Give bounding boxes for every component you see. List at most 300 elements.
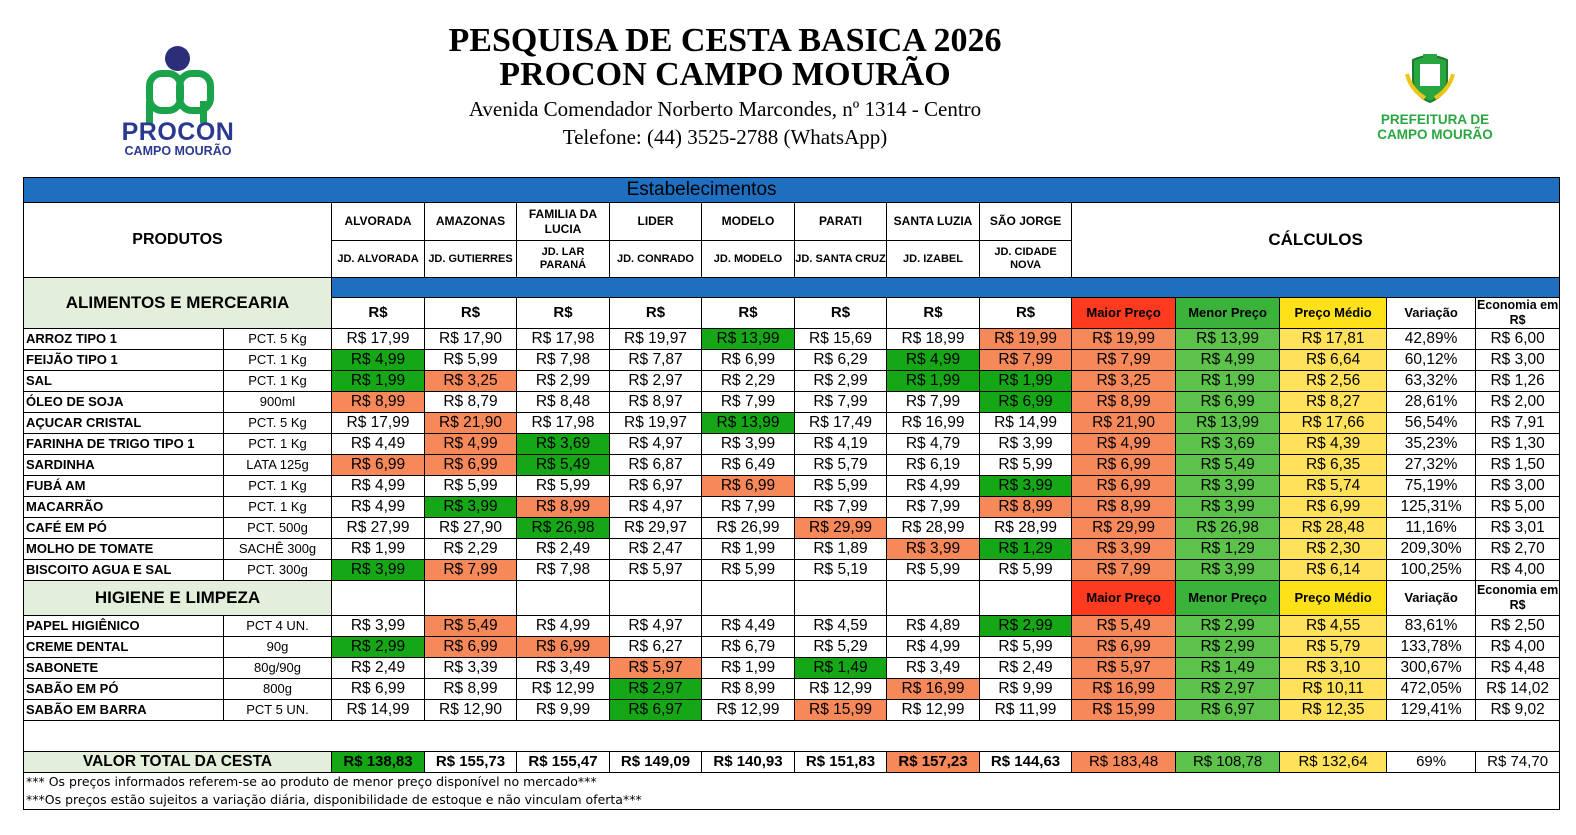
price-cell: R$ 17,98 xyxy=(517,329,610,350)
price-cell: R$ 2,47 xyxy=(610,539,702,560)
lowest-price-cell: R$ 6,99 xyxy=(980,392,1072,413)
max-price-cell: R$ 7,99 xyxy=(1072,560,1176,581)
product-unit: PCT 4 UN. xyxy=(224,616,332,637)
avg-price-cell: R$ 6,35 xyxy=(1280,455,1387,476)
avg-price-cell: R$ 5,79 xyxy=(1280,637,1387,658)
variation-cell: 75,19% xyxy=(1387,476,1476,497)
total-value: R$ 155,47 xyxy=(517,752,610,773)
note-row xyxy=(24,773,1560,792)
variation-cell: 27,32% xyxy=(1387,455,1476,476)
max-price-cell: R$ 4,99 xyxy=(1072,434,1176,455)
price-cell: R$ 8,48 xyxy=(517,392,610,413)
avg-price-header: Preço Médio xyxy=(1280,581,1387,616)
store-location: JD. IZABEL xyxy=(887,241,980,278)
product-unit: PCT. 1 Kg xyxy=(224,434,332,455)
product-name: FARINHA DE TRIGO TIPO 1 xyxy=(24,434,224,455)
empty-cell xyxy=(702,581,795,616)
product-unit: PCT. 300g xyxy=(224,560,332,581)
price-cell: R$ 17,99 xyxy=(332,413,425,434)
product-row xyxy=(24,350,1560,371)
min-price-cell: R$ 5,49 xyxy=(1176,455,1280,476)
prefeitura-logo xyxy=(1365,50,1505,145)
savings-cell: R$ 4,48 xyxy=(1476,658,1560,679)
price-cell: R$ 7,99 xyxy=(887,497,980,518)
price-cell: R$ 4,49 xyxy=(332,434,425,455)
lowest-price-cell: R$ 2,97 xyxy=(610,679,702,700)
price-cell: R$ 7,98 xyxy=(517,350,610,371)
price-cell: R$ 4,97 xyxy=(610,497,702,518)
empty-cell xyxy=(795,581,887,616)
price-cell: R$ 5,99 xyxy=(980,560,1072,581)
product-row xyxy=(24,679,1560,700)
variation-cell: 60,12% xyxy=(1387,350,1476,371)
variation-header: Variação xyxy=(1387,298,1476,329)
lowest-price-cell: R$ 1,99 xyxy=(887,371,980,392)
price-cell: R$ 3,99 xyxy=(702,434,795,455)
total-value: R$ 140,93 xyxy=(702,752,795,773)
savings-cell: R$ 1,30 xyxy=(1476,434,1560,455)
price-cell: R$ 14,99 xyxy=(332,700,425,721)
lowest-price-cell: R$ 26,98 xyxy=(517,518,610,539)
store-location: JD. CIDADE NOVA xyxy=(980,241,1072,278)
price-cell: R$ 19,97 xyxy=(610,329,702,350)
city-crest-icon xyxy=(1405,50,1455,105)
store-location: JD. GUTIERRES xyxy=(425,241,517,278)
price-cell: R$ 15,69 xyxy=(795,329,887,350)
product-row xyxy=(24,497,1560,518)
variation-header: Variação xyxy=(1387,581,1476,616)
price-cell: R$ 12,99 xyxy=(795,679,887,700)
price-cell: R$ 4,99 xyxy=(332,476,425,497)
price-cell: R$ 6,97 xyxy=(610,476,702,497)
highest-price-cell: R$ 6,99 xyxy=(332,455,425,476)
highest-price-cell: R$ 21,90 xyxy=(425,413,517,434)
product-row xyxy=(24,476,1560,497)
banner-row xyxy=(24,178,1560,203)
lowest-price-cell: R$ 3,69 xyxy=(517,434,610,455)
price-cell: R$ 6,49 xyxy=(702,455,795,476)
product-name: CAFÉ EM PÓ xyxy=(24,518,224,539)
variation-cell: 100,25% xyxy=(1387,560,1476,581)
variation-cell: 11,16% xyxy=(1387,518,1476,539)
avg-price-cell: R$ 5,74 xyxy=(1280,476,1387,497)
savings-cell: R$ 2,70 xyxy=(1476,539,1560,560)
price-cell: R$ 2,49 xyxy=(517,539,610,560)
price-cell: R$ 2,29 xyxy=(702,371,795,392)
savings-cell: R$ 3,01 xyxy=(1476,518,1560,539)
price-cell: R$ 1,99 xyxy=(332,539,425,560)
max-price-cell: R$ 6,99 xyxy=(1072,637,1176,658)
product-name: MACARRÃO xyxy=(24,497,224,518)
product-unit: PCT. 5 Kg xyxy=(224,329,332,350)
store-name: PARATI xyxy=(795,203,887,241)
total-value: R$ 157,23 xyxy=(887,752,980,773)
currency-label: R$ xyxy=(425,298,517,329)
max-price-cell: R$ 6,99 xyxy=(1072,455,1176,476)
price-cell: R$ 2,97 xyxy=(610,371,702,392)
price-cell: R$ 9,99 xyxy=(980,679,1072,700)
product-name: PAPEL HIGIÊNICO xyxy=(24,616,224,637)
section-header-row xyxy=(24,278,1560,298)
savings-header: Economia em R$ xyxy=(1476,298,1559,327)
max-price-cell: R$ 8,99 xyxy=(1072,392,1176,413)
lowest-price-cell: R$ 3,99 xyxy=(425,497,517,518)
variation-cell: 133,78% xyxy=(1387,637,1476,658)
total-savings: R$ 74,70 xyxy=(1476,752,1560,773)
max-price-cell: R$ 7,99 xyxy=(1072,350,1176,371)
price-cell: R$ 7,98 xyxy=(517,560,610,581)
price-cell: R$ 5,99 xyxy=(795,476,887,497)
avg-price-cell: R$ 2,56 xyxy=(1280,371,1387,392)
avg-price-cell: R$ 6,99 xyxy=(1280,497,1387,518)
price-cell: R$ 3,49 xyxy=(517,658,610,679)
avg-price-cell: R$ 6,64 xyxy=(1280,350,1387,371)
price-cell: R$ 7,99 xyxy=(795,497,887,518)
product-name: BISCOITO AGUA E SAL xyxy=(24,560,224,581)
product-row xyxy=(24,658,1560,679)
price-cell: R$ 17,98 xyxy=(517,413,610,434)
address: Avenida Comendador Norberto Marcondes, nº 1314 - Centro xyxy=(468,97,982,121)
price-cell: R$ 1,99 xyxy=(702,658,795,679)
page-subtitle: PROCON CAMPO MOURÃO xyxy=(499,56,951,93)
product-unit: SACHÊ 300g xyxy=(224,539,332,560)
total-value: R$ 144,63 xyxy=(980,752,1072,773)
store-name: MODELO xyxy=(702,203,795,241)
price-cell: R$ 19,97 xyxy=(610,413,702,434)
procon-logo-sub: CAMPO MOURÃO xyxy=(124,144,232,158)
product-unit: PCT. 1 Kg xyxy=(224,350,332,371)
min-price-cell: R$ 2,97 xyxy=(1176,679,1280,700)
store-name: LIDER xyxy=(610,203,702,241)
savings-cell: R$ 5,00 xyxy=(1476,497,1560,518)
total-label: VALOR TOTAL DA CESTA xyxy=(24,752,332,773)
min-price-cell: R$ 2,99 xyxy=(1176,637,1280,658)
price-cell: R$ 4,99 xyxy=(887,476,980,497)
savings-header: Economia em R$ xyxy=(1476,581,1560,616)
product-unit: 80g/90g xyxy=(224,658,332,679)
variation-cell: 125,31% xyxy=(1387,497,1476,518)
product-name: MOLHO DE TOMATE xyxy=(24,539,224,560)
price-cell: R$ 5,19 xyxy=(795,560,887,581)
min-price-cell: R$ 13,99 xyxy=(1176,413,1280,434)
prefeitura-line1: PREFEITURA DE xyxy=(1380,112,1490,127)
lowest-price-cell: R$ 13,99 xyxy=(702,413,795,434)
price-cell: R$ 7,99 xyxy=(887,392,980,413)
lowest-price-cell: R$ 2,99 xyxy=(332,637,425,658)
min-price-cell: R$ 1,99 xyxy=(1176,371,1280,392)
price-cell: R$ 5,99 xyxy=(980,637,1072,658)
min-price-cell: R$ 2,99 xyxy=(1176,616,1280,637)
products-header: PRODUTOS xyxy=(24,203,332,278)
empty-cell xyxy=(332,581,425,616)
avg-price-cell: R$ 3,10 xyxy=(1280,658,1387,679)
price-cell: R$ 17,49 xyxy=(795,413,887,434)
variation-cell: 35,23% xyxy=(1387,434,1476,455)
price-cell: R$ 9,99 xyxy=(517,700,610,721)
note-row xyxy=(24,791,1560,810)
store-name: SANTA LUZIA xyxy=(887,203,980,241)
max-price-cell: R$ 6,99 xyxy=(1072,476,1176,497)
avg-price-cell: R$ 4,39 xyxy=(1280,434,1387,455)
highest-price-cell: R$ 6,99 xyxy=(517,637,610,658)
calculations-header: CÁLCULOS xyxy=(1072,203,1560,278)
phone: Telefone: (44) 3525-2788 (WhatsApp) xyxy=(562,125,888,149)
savings-cell: R$ 1,50 xyxy=(1476,455,1560,476)
price-cell: R$ 3,99 xyxy=(332,616,425,637)
min-price-cell: R$ 1,49 xyxy=(1176,658,1280,679)
total-min: R$ 108,78 xyxy=(1176,752,1280,773)
max-price-cell: R$ 3,99 xyxy=(1072,539,1176,560)
max-price-header: Maior Preço xyxy=(1072,298,1176,329)
price-cell: R$ 3,49 xyxy=(887,658,980,679)
product-row xyxy=(24,434,1560,455)
empty-cell xyxy=(610,581,702,616)
price-cell: R$ 6,29 xyxy=(795,350,887,371)
product-row xyxy=(24,371,1560,392)
product-unit: PCT. 5 Kg xyxy=(224,413,332,434)
variation-cell: 63,32% xyxy=(1387,371,1476,392)
product-name: ÓLEO DE SOJA xyxy=(24,392,224,413)
price-cell: R$ 7,99 xyxy=(702,497,795,518)
min-price-cell: R$ 3,99 xyxy=(1176,560,1280,581)
max-price-cell: R$ 5,97 xyxy=(1072,658,1176,679)
lowest-price-cell: R$ 13,99 xyxy=(702,329,795,350)
price-cell: R$ 26,99 xyxy=(702,518,795,539)
price-cell: R$ 7,87 xyxy=(610,350,702,371)
lowest-price-cell: R$ 1,49 xyxy=(795,658,887,679)
max-price-cell: R$ 16,99 xyxy=(1072,679,1176,700)
total-row xyxy=(24,752,1560,773)
total-value: R$ 149,09 xyxy=(610,752,702,773)
product-name: CREME DENTAL xyxy=(24,637,224,658)
price-cell: R$ 6,99 xyxy=(332,679,425,700)
currency-label: R$ xyxy=(887,298,980,329)
price-cell: R$ 6,19 xyxy=(887,455,980,476)
min-price-cell: R$ 3,69 xyxy=(1176,434,1280,455)
avg-price-cell: R$ 17,66 xyxy=(1280,413,1387,434)
avg-price-cell: R$ 4,55 xyxy=(1280,616,1387,637)
price-cell: R$ 12,90 xyxy=(425,700,517,721)
currency-label: R$ xyxy=(610,298,702,329)
savings-cell: R$ 4,00 xyxy=(1476,560,1560,581)
price-cell: R$ 2,49 xyxy=(980,658,1072,679)
highest-price-cell: R$ 4,99 xyxy=(425,434,517,455)
price-cell: R$ 6,99 xyxy=(702,350,795,371)
lowest-price-cell: R$ 1,99 xyxy=(980,371,1072,392)
price-cell: R$ 11,99 xyxy=(980,700,1072,721)
price-cell: R$ 8,97 xyxy=(610,392,702,413)
product-row xyxy=(24,329,1560,350)
total-value: R$ 151,83 xyxy=(795,752,887,773)
lowest-price-cell: R$ 4,99 xyxy=(332,350,425,371)
highest-price-cell: R$ 7,99 xyxy=(425,560,517,581)
savings-cell: R$ 2,50 xyxy=(1476,616,1560,637)
max-price-cell: R$ 3,25 xyxy=(1072,371,1176,392)
price-cell: R$ 4,49 xyxy=(702,616,795,637)
store-location: JD. LAR PARANÁ xyxy=(517,241,610,278)
price-cell: R$ 5,99 xyxy=(425,476,517,497)
price-cell: R$ 4,89 xyxy=(887,616,980,637)
empty-cell xyxy=(425,581,517,616)
currency-label: R$ xyxy=(795,298,887,329)
blue-divider xyxy=(332,278,1560,298)
product-unit: 900ml xyxy=(224,392,332,413)
product-name: ARROZ TIPO 1 xyxy=(24,329,224,350)
product-row xyxy=(24,413,1560,434)
product-unit: PCT. 1 Kg xyxy=(224,476,332,497)
store-name: ALVORADA xyxy=(332,203,425,241)
product-name: SARDINHA xyxy=(24,455,224,476)
highest-price-cell: R$ 19,99 xyxy=(980,329,1072,350)
currency-label: R$ xyxy=(517,298,610,329)
price-cell: R$ 2,99 xyxy=(795,371,887,392)
max-price-cell: R$ 21,90 xyxy=(1072,413,1176,434)
avg-price-cell: R$ 8,27 xyxy=(1280,392,1387,413)
highest-price-cell: R$ 8,99 xyxy=(332,392,425,413)
highest-price-cell: R$ 3,99 xyxy=(887,539,980,560)
store-location: JD. ALVORADA xyxy=(332,241,425,278)
avg-price-cell: R$ 10,11 xyxy=(1280,679,1387,700)
currency-label: R$ xyxy=(332,298,425,329)
total-avg: R$ 132,64 xyxy=(1280,752,1387,773)
price-cell: R$ 8,79 xyxy=(425,392,517,413)
price-cell: R$ 27,90 xyxy=(425,518,517,539)
max-price-cell: R$ 19,99 xyxy=(1072,329,1176,350)
product-row xyxy=(24,560,1560,581)
section-header-row xyxy=(24,581,1560,616)
empty-cell xyxy=(517,581,610,616)
price-cell: R$ 17,90 xyxy=(425,329,517,350)
lowest-price-cell: R$ 3,99 xyxy=(332,560,425,581)
price-cell: R$ 16,99 xyxy=(887,413,980,434)
variation-cell: 83,61% xyxy=(1387,616,1476,637)
price-cell: R$ 1,99 xyxy=(702,539,795,560)
savings-cell: R$ 6,00 xyxy=(1476,329,1560,350)
footnote: ***Os preços estão sujeitos a variação diária, disponibilidade de estoque e não vinculam oferta*** xyxy=(24,791,1560,810)
store-location: JD. CONRADO xyxy=(610,241,702,278)
price-cell: R$ 7,99 xyxy=(795,392,887,413)
product-row xyxy=(24,455,1560,476)
empty-cell xyxy=(980,581,1072,616)
product-row xyxy=(24,637,1560,658)
total-max: R$ 183,48 xyxy=(1072,752,1176,773)
product-unit: LATA 125g xyxy=(224,455,332,476)
savings-cell: R$ 9,02 xyxy=(1476,700,1560,721)
price-cell: R$ 1,89 xyxy=(795,539,887,560)
currency-label: R$ xyxy=(980,298,1072,329)
price-cell: R$ 4,99 xyxy=(517,616,610,637)
total-value: R$ 138,83 xyxy=(332,752,425,773)
product-name: SABÃO EM BARRA xyxy=(24,700,224,721)
price-cell: R$ 29,97 xyxy=(610,518,702,539)
price-cell: R$ 12,99 xyxy=(517,679,610,700)
product-unit: PCT. 500g xyxy=(224,518,332,539)
product-unit: PCT. 1 Kg xyxy=(224,371,332,392)
price-cell: R$ 5,99 xyxy=(980,455,1072,476)
footnote: *** Os preços informados referem-se ao produto de menor preço disponível no mercado*** xyxy=(24,773,1560,792)
highest-price-cell: R$ 5,97 xyxy=(610,658,702,679)
page-title: PESQUISA DE CESTA BASICA 2026 xyxy=(448,22,1002,59)
highest-price-cell: R$ 15,99 xyxy=(795,700,887,721)
product-name: FUBÁ AM xyxy=(24,476,224,497)
total-value: R$ 155,73 xyxy=(425,752,517,773)
price-cell: R$ 4,99 xyxy=(887,637,980,658)
price-cell: R$ 6,27 xyxy=(610,637,702,658)
variation-cell: 209,30% xyxy=(1387,539,1476,560)
product-row xyxy=(24,700,1560,721)
product-name: SABONETE xyxy=(24,658,224,679)
price-cell: R$ 27,99 xyxy=(332,518,425,539)
avg-price-cell: R$ 12,35 xyxy=(1280,700,1387,721)
price-cell: R$ 5,99 xyxy=(517,476,610,497)
min-price-header: Menor Preço xyxy=(1176,298,1280,329)
highest-price-cell: R$ 6,99 xyxy=(702,476,795,497)
prefeitura-line2: CAMPO MOURÃO xyxy=(1377,127,1493,142)
store-location: JD. MODELO xyxy=(702,241,795,278)
price-cell: R$ 5,99 xyxy=(425,350,517,371)
store-location: JD. SANTA CRUZ xyxy=(795,241,887,278)
variation-cell: 28,61% xyxy=(1387,392,1476,413)
lowest-price-cell: R$ 3,99 xyxy=(980,476,1072,497)
total-variation: 69% xyxy=(1387,752,1476,773)
lowest-price-cell: R$ 2,99 xyxy=(980,616,1072,637)
max-price-cell: R$ 8,99 xyxy=(1072,497,1176,518)
avg-price-cell: R$ 17,81 xyxy=(1280,329,1387,350)
price-cell: R$ 4,97 xyxy=(610,616,702,637)
variation-cell: 42,89% xyxy=(1387,329,1476,350)
price-cell: R$ 8,99 xyxy=(702,679,795,700)
price-cell: R$ 4,79 xyxy=(887,434,980,455)
highest-price-cell: R$ 5,49 xyxy=(425,616,517,637)
lowest-price-cell: R$ 6,97 xyxy=(610,700,702,721)
product-row xyxy=(24,539,1560,560)
highest-price-cell: R$ 6,99 xyxy=(425,637,517,658)
highest-price-cell: R$ 7,99 xyxy=(980,350,1072,371)
procon-logo-name: PROCON xyxy=(121,118,235,146)
price-cell: R$ 2,29 xyxy=(425,539,517,560)
min-price-cell: R$ 3,99 xyxy=(1176,476,1280,497)
variation-cell: 300,67% xyxy=(1387,658,1476,679)
savings-cell: R$ 1,26 xyxy=(1476,371,1560,392)
section-title: ALIMENTOS E MERCEARIA xyxy=(24,278,332,329)
price-cell: R$ 3,39 xyxy=(425,658,517,679)
price-cell: R$ 4,99 xyxy=(332,497,425,518)
product-unit: PCT. 1 Kg xyxy=(224,497,332,518)
min-price-cell: R$ 6,99 xyxy=(1176,392,1280,413)
product-name: AÇUCAR CRISTAL xyxy=(24,413,224,434)
store-name-row xyxy=(24,203,1560,241)
store-name: AMAZONAS xyxy=(425,203,517,241)
product-row xyxy=(24,616,1560,637)
variation-cell: 56,54% xyxy=(1387,413,1476,434)
price-cell: R$ 2,99 xyxy=(517,371,610,392)
price-cell: R$ 6,79 xyxy=(702,637,795,658)
empty-cell xyxy=(887,581,980,616)
price-cell: R$ 5,99 xyxy=(887,560,980,581)
savings-cell: R$ 7,91 xyxy=(1476,413,1560,434)
price-cell: R$ 8,99 xyxy=(425,679,517,700)
product-unit: PCT 5 UN. xyxy=(224,700,332,721)
price-cell: R$ 6,87 xyxy=(610,455,702,476)
price-table xyxy=(23,177,1560,810)
price-cell: R$ 18,99 xyxy=(887,329,980,350)
price-cell: R$ 12,99 xyxy=(887,700,980,721)
price-cell: R$ 28,99 xyxy=(980,518,1072,539)
price-cell: R$ 12,99 xyxy=(702,700,795,721)
avg-price-cell: R$ 6,14 xyxy=(1280,560,1387,581)
max-price-cell: R$ 5,49 xyxy=(1072,616,1176,637)
store-name: SÃO JORGE xyxy=(980,203,1072,241)
